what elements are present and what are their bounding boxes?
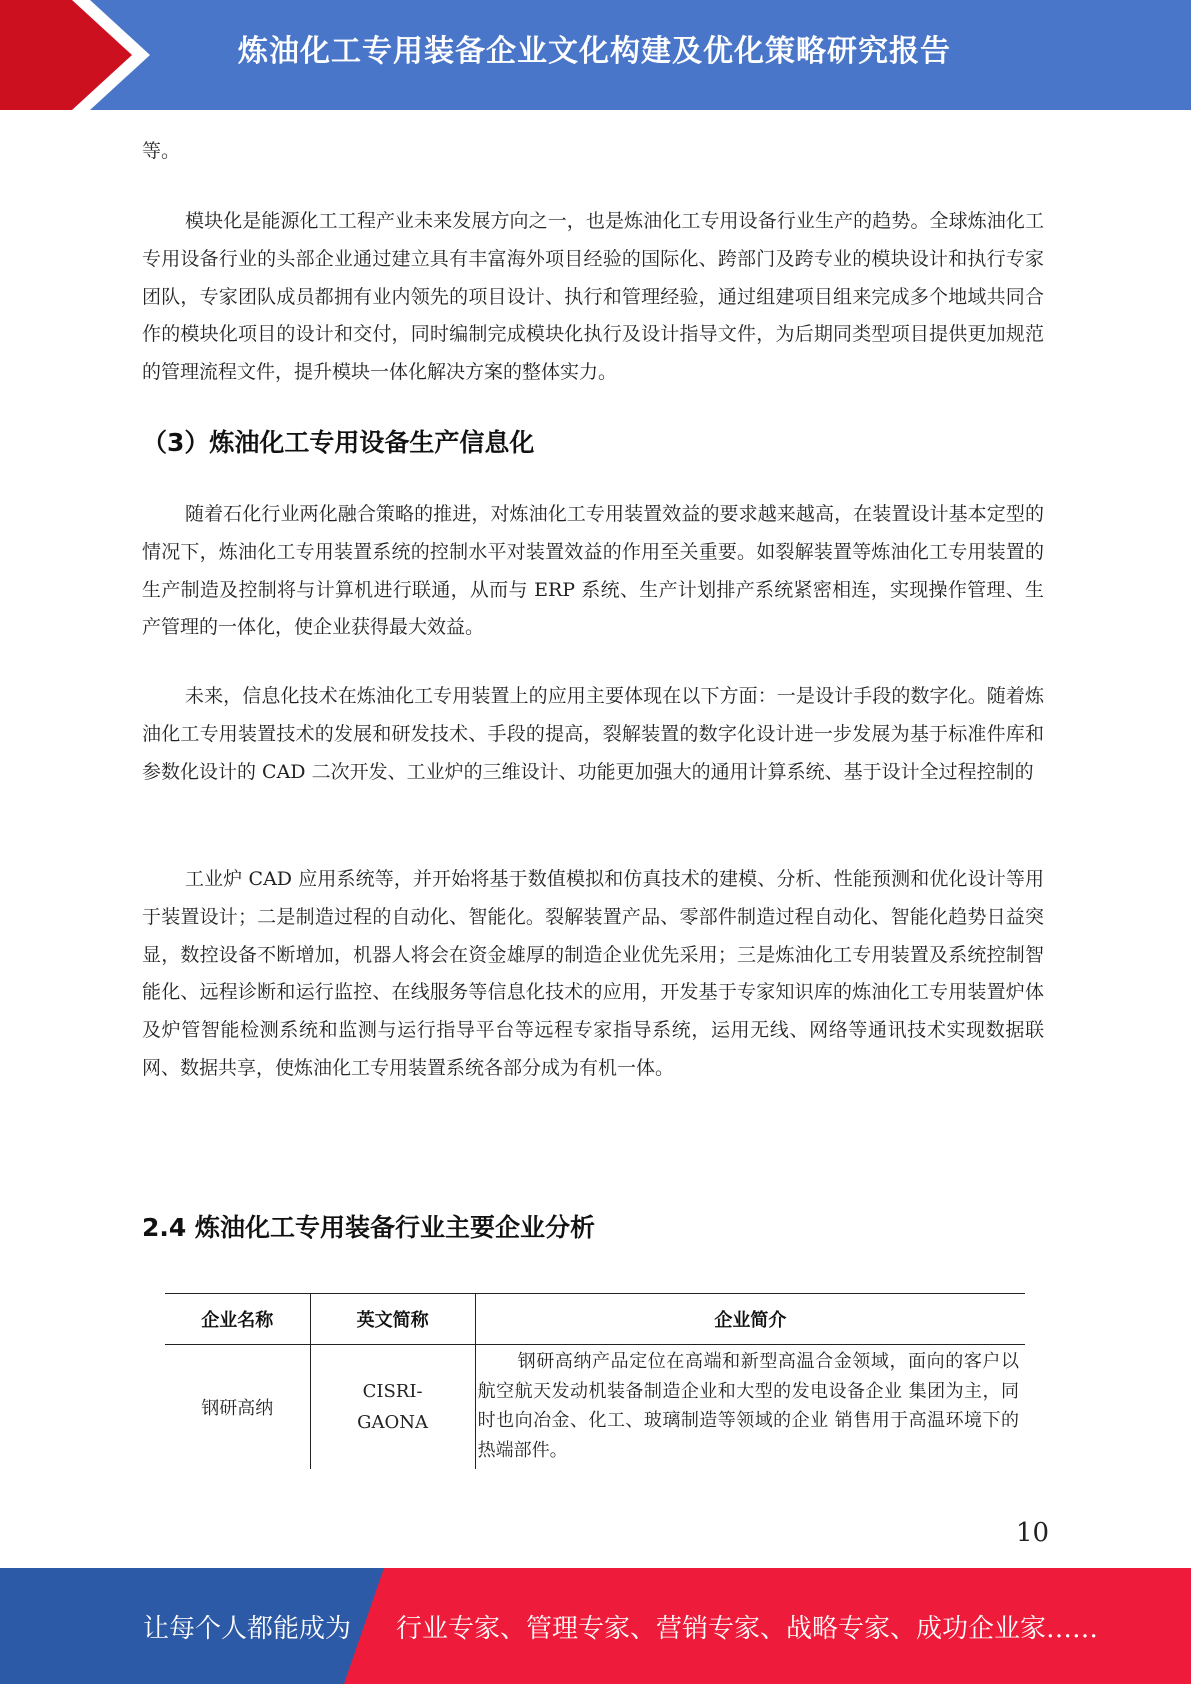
header-english-abbr: 英文简称: [310, 1294, 475, 1345]
english-abbr-cell: [310, 1345, 475, 1470]
section-heading-companies: 2.4 炼油化工专用装备行业主要企业分析: [142, 1213, 595, 1242]
paragraph-integration: 随着石化行业两化融合策略的推进，对炼油化工专用装置效益的要求越来越高，在装置设计基本定型的情况下，炼油化工专用装置系统的控制水平对装置效益的作用至关重要。如裂解装置等炼油化工专用装置的生产制造及控制将与计算机进行联通，从而与 ERP 系统、生产计划排产系统紧密相连，实现操作管理、生产管理的一体化，使企业获得最大效益。: [142, 503, 1044, 639]
header-company-intro: 企业简介: [475, 1294, 1025, 1345]
english-abbr-line1: CISRI-: [362, 1381, 423, 1402]
paragraph-continuation: 等。: [142, 140, 181, 162]
table-row: [165, 1345, 1025, 1470]
paragraph-modularization: 模块化是能源化工工程产业未来发展方向之一，也是炼油化工专用设备行业生产的趋势。全球炼油化工专用设备行业的头部企业通过建立具有丰富海外项目经验的国际化、跨部门及跨专业的模块设计和执行专家团队，专家团队成员都拥有业内领先的项目设计、执行和管理经验，通过组建项目组来完成多个地域共同合作的模块化项目的设计和交付，同时编制完成模块化执行及设计指导文件，为后期同类型项目提供更加规范的管理流程文件，提升模块一体化解决方案的整体实力。: [142, 210, 1044, 384]
footer-slogan-right: 行业专家、管理专家、营销专家、战略专家、成功企业家……: [396, 1614, 1099, 1644]
header-company-name: 企业名称: [165, 1294, 310, 1345]
table-header-row: [165, 1294, 1025, 1345]
company-intro-cell: 钢研高纳产品定位在高端和新型高温合金领域，面向的客户以航空航天发动机装备制造企业和大型的发电设备企业 集团为主，同时也向冶金、化工、玻璃制造等领域的企业 销售用于高温环境下的热端部件。: [475, 1345, 1025, 1470]
paragraph-cad-system: 工业炉 CAD 应用系统等，并开始将基于数值模拟和仿真技术的建模、分析、性能预测和优化设计等用于装置设计；二是制造过程的自动化、智能化。裂解装置产品、零部件制造过程自动化、智能化趋势日益突显，数控设备不断增加，机器人将会在资金雄厚的制造企业优先采用；三是炼油化工专用装置及系统控制智能化、远程诊断和运行监控、在线服务等信息化技术的应用，开发基于专家知识库的炼油化工专用装置炉体及炉管智能检测系统和监测与运行指导平台等远程专家指导系统，运用无线、网络等通讯技术实现数据联网、数据共享，使炼油化工专用装置系统各部分成为有机一体。: [142, 868, 1044, 1079]
paragraph-future: 未来，信息化技术在炼油化工专用装置上的应用主要体现在以下方面：一是设计手段的数字化。随着炼油化工专用装置技术的发展和研发技术、手段的提高，裂解装置的数字化设计进一步发展为基于标准件库和参数化设计的 CAD 二次开发、工业炉的三维设计、功能更加强大的通用计算系统、基于设计全过程控制的: [142, 685, 1044, 783]
company-name-cell: 钢研高纳: [201, 1398, 274, 1419]
section-heading-informatization: （3）炼油化工专用设备生产信息化: [142, 428, 535, 457]
page-number: 10: [1016, 1518, 1050, 1548]
page-header: [0, 0, 1191, 110]
company-table: [165, 1293, 1025, 1469]
english-abbr-line2: GAONA: [357, 1412, 429, 1433]
footer-slogan-left: 让每个人都能成为: [143, 1614, 352, 1644]
page-footer: [0, 1568, 1191, 1684]
header-title: 炼油化工专用装备企业文化构建及优化策略研究报告: [238, 34, 951, 69]
